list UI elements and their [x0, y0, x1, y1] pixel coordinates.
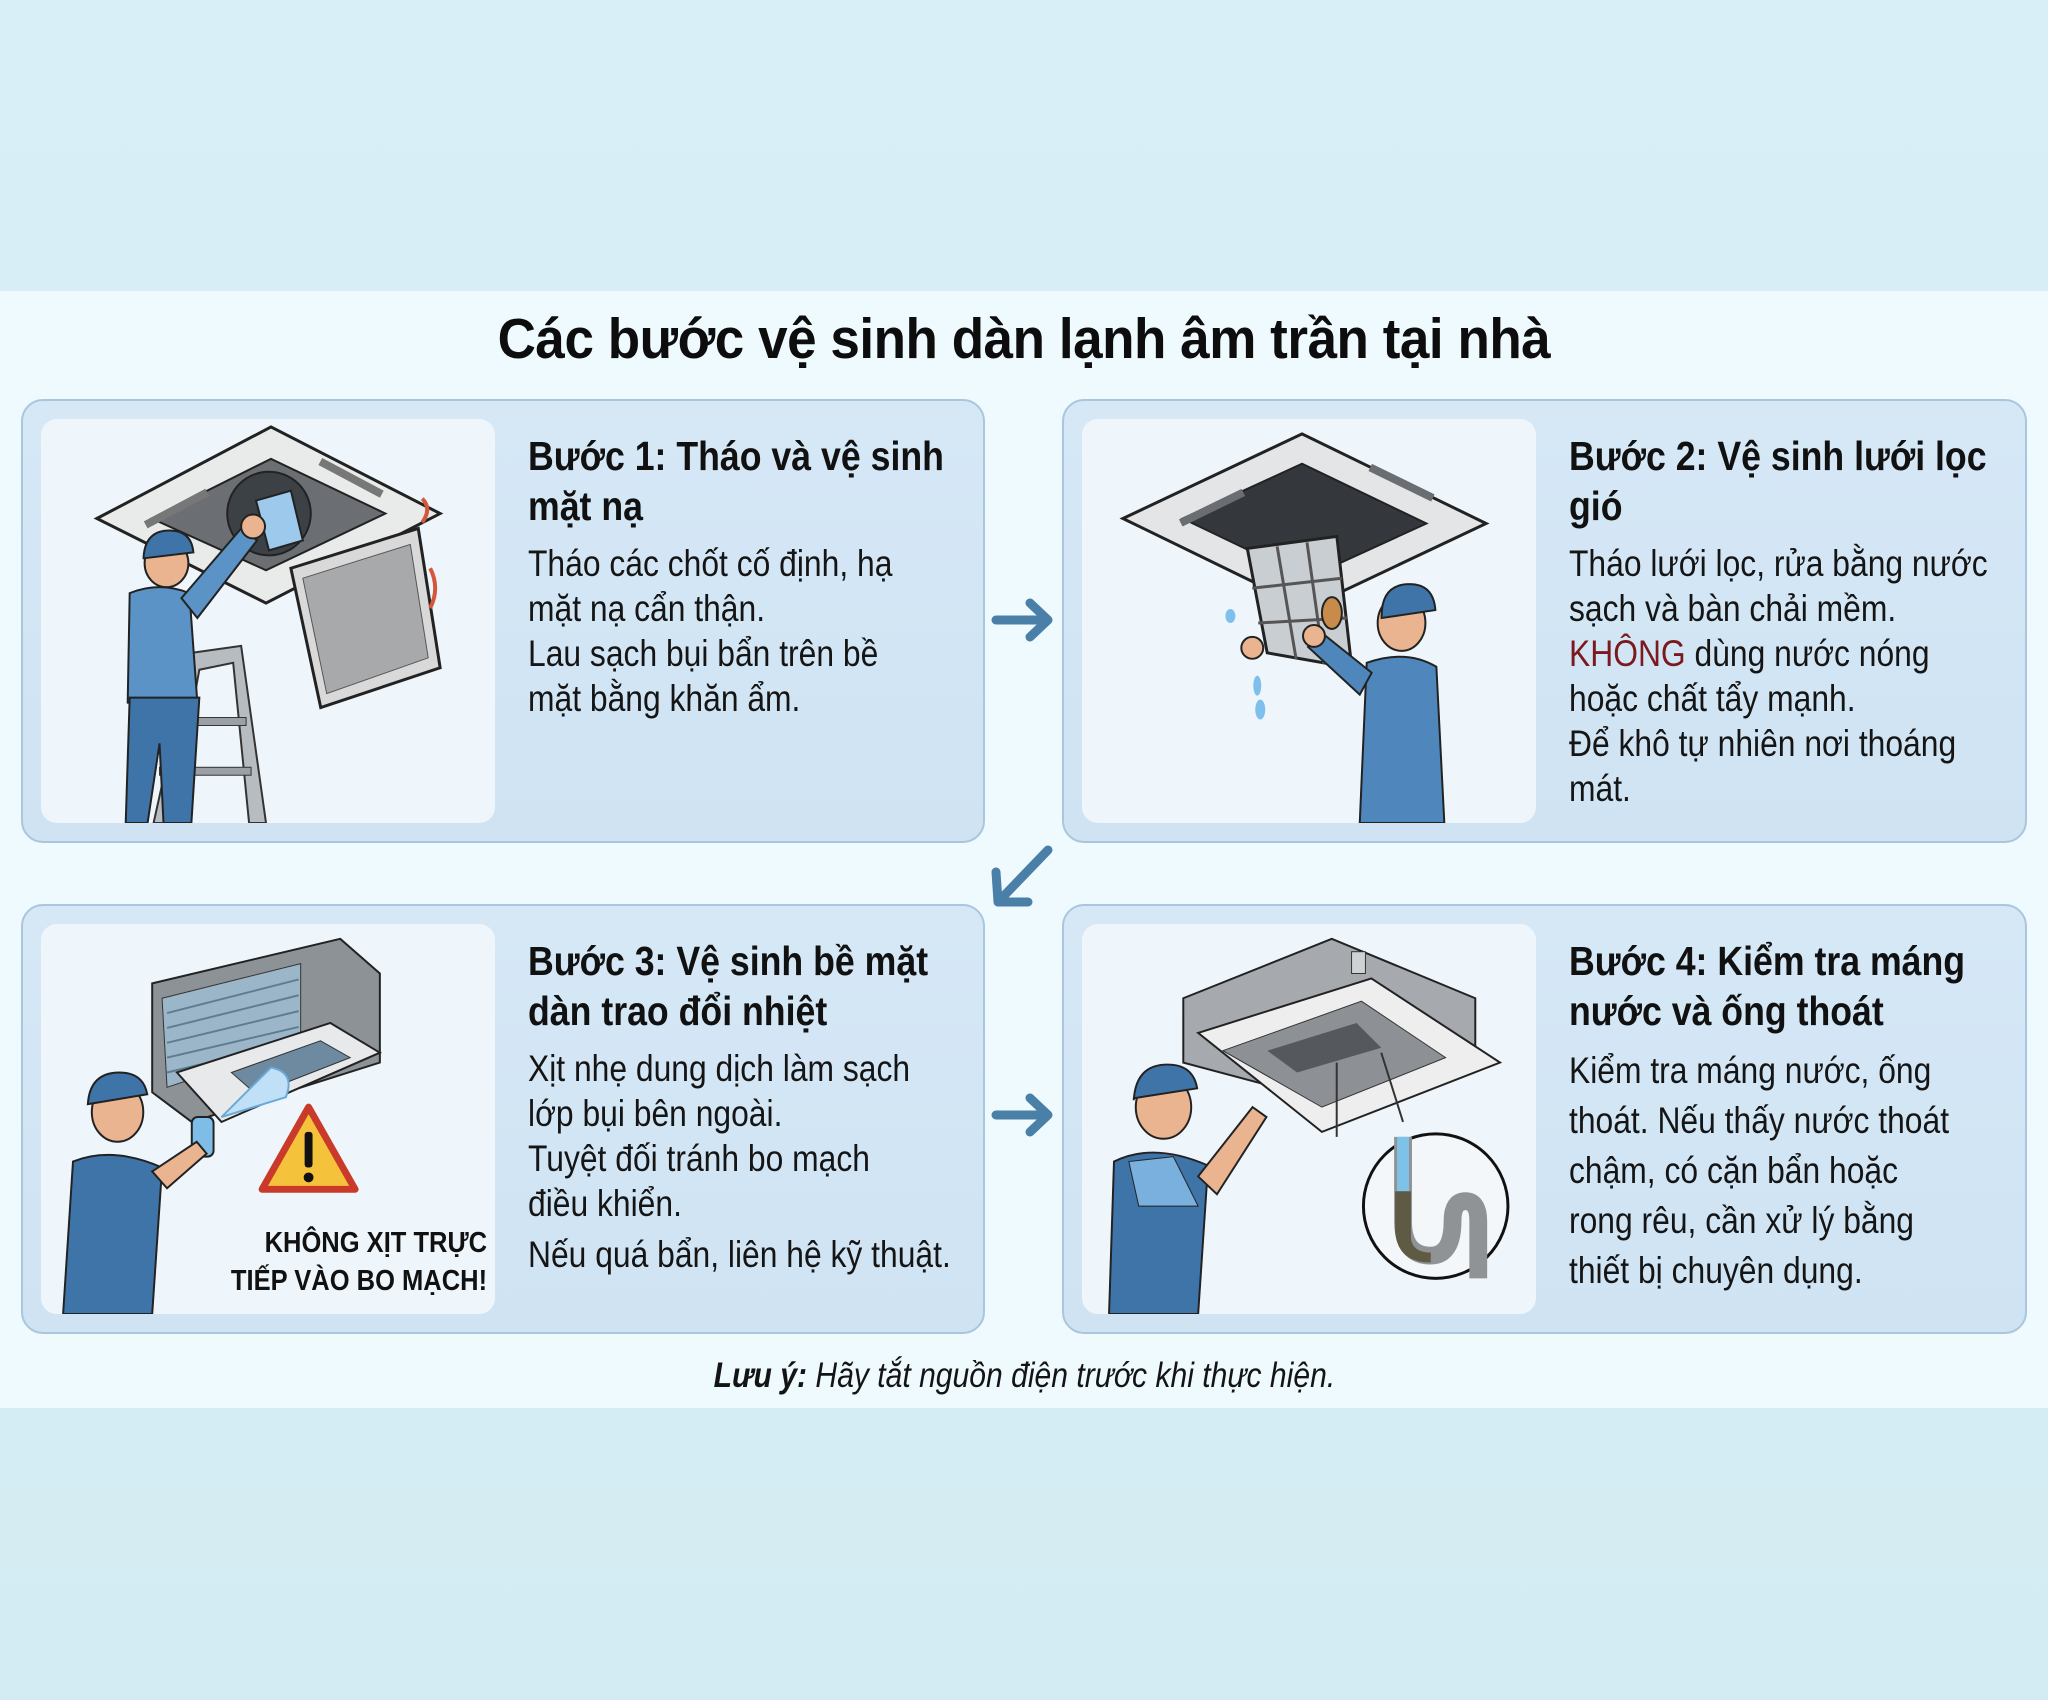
step-1-title: Bước 1: Tháo và vệ sinh mặt nạ [528, 433, 944, 529]
technician-on-ladder-icon [41, 419, 495, 823]
technician-cleaning-filter-icon [1082, 419, 1536, 823]
step-1-illustration [41, 419, 495, 823]
step-3-description: Xịt nhẹ dung dịch làm sạch lớp bụi bên ngoài. Tuyệt đối tránh bo mạch điều khiển. Nếu quá bẩn, liên hệ kỹ thuật. [528, 1048, 951, 1275]
warning-label: KHÔNG XỊT TRỰC TIẾP VÀO BO MẠCH! [230, 1227, 487, 1297]
step-card-1 [21, 399, 985, 843]
arrow-down-left-icon [988, 842, 1058, 912]
warning-triangle-icon [262, 1107, 355, 1189]
step-4-description: Kiểm tra máng nước, ống thoát. Nếu thấy nước thoát chậm, có cặn bẩn hoặc rong rêu, cần xử lý bằng thiết bị chuyên dụng. [1569, 1050, 1950, 1291]
step-2-title: Bước 2: Vệ sinh lưới lọc gió [1569, 433, 1987, 529]
note-text: Hãy tắt nguồn điện trước khi thực hiện. [806, 1356, 1335, 1395]
step-card-3 [21, 904, 985, 1334]
step-card-4 [1062, 904, 2027, 1334]
arrow-right-icon [990, 595, 1056, 645]
arrow-right-icon [990, 1090, 1056, 1140]
step-4-illustration [1082, 924, 1536, 1314]
step-3-title: Bước 3: Vệ sinh bề mặt dàn trao đổi nhiệt [528, 938, 929, 1034]
page-title: Các bước vệ sinh dàn lạnh âm trần tại nhà [497, 307, 1551, 371]
note-label: Lưu ý: [713, 1356, 807, 1395]
technician-checking-drain-icon [1082, 924, 1536, 1314]
step-4-title: Bước 4: Kiểm tra máng nước và ống thoát [1569, 938, 1966, 1034]
step-card-2 [1062, 399, 2027, 843]
step-2-illustration [1082, 419, 1536, 823]
safety-note [0, 1356, 2048, 1396]
step-3-illustration [41, 924, 495, 1314]
step-1-description: Tháo các chốt cố định, hạ mặt nạ cẩn thận. Lau sạch bụi bẩn trên bề mặt bằng khăn ẩm. [528, 543, 893, 719]
warning-word: KHÔNG [1569, 633, 1686, 674]
step-2-description: Tháo lưới lọc, rửa bằng nước sạch và bàn chải mềm. KHÔNG dùng nước nóng hoặc chất tẩy mạnh. Để khô tự nhiên nơi thoáng mát. [1569, 543, 1988, 809]
